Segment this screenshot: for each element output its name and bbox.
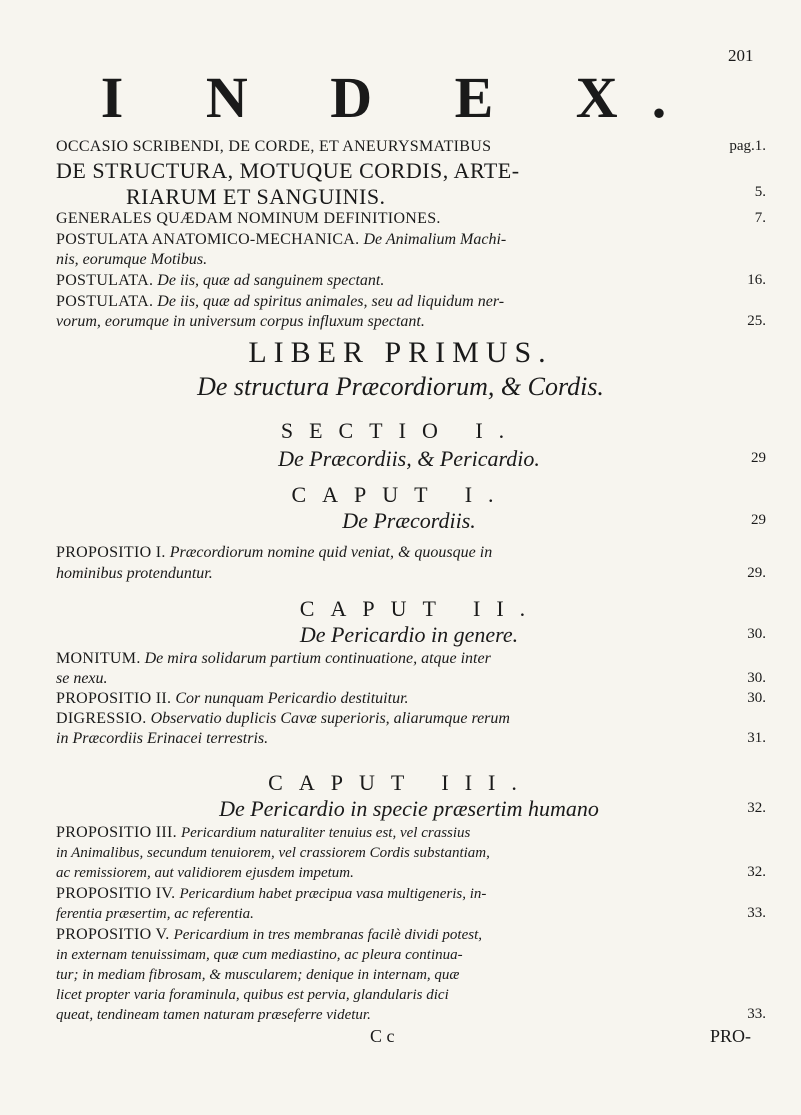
caput-heading: CAPUT III. [268,770,533,795]
caput-entry [56,622,766,648]
index-entry [56,885,762,903]
index-entry [56,1006,766,1024]
page-ref: 31. [747,730,766,746]
page-title: I N D E X. [100,65,701,130]
liber-heading: LIBER PRIMUS. [248,336,553,369]
index-entry [56,138,766,156]
entry-text: in Animalibus, secundum tenuiorem, vel crassiorem Cordis substantiam, [56,845,490,861]
index-entry [56,710,762,728]
page-ref: 33. [747,905,766,921]
index-entry [56,650,762,668]
caput-entry [56,508,766,534]
entry-lead: PROPOSITIO III. [56,824,177,841]
index-entry [56,864,766,882]
entry-text: nis, eorumque Motibus. [56,251,208,268]
sectio-subtitle: De Præcordiis, & Pericardio. [278,446,540,471]
entry-lead: MONITUM. [56,650,141,667]
entry-text: in Præcordiis Erinacei terrestris. [56,730,269,747]
entry-lead: POSTULATA ANATOMICO-MECHANICA. [56,231,360,248]
entry-lead: OCCASIO SCRIBENDI, DE CORDE, ET ANEURYSMATIBUS [56,138,492,155]
entry-text: se nexu. [56,670,108,687]
index-entry [56,690,766,708]
index-entry [56,158,762,184]
page-ref: 30. [747,626,766,642]
index-entry [56,272,766,290]
entry-lead: DIGRESSIO. [56,710,147,727]
entry-text: De iis, quæ ad sanguinem spectant. [157,272,385,289]
entry-lead: GENERALES QUÆDAM NOMINUM DEFINITIONES. [56,210,441,227]
entry-text: licet propter varia foraminula, quibus est pervia, glandularis dici [56,987,449,1003]
index-entry [56,251,762,269]
caput-heading: CAPUT II. [299,596,542,621]
entry-text: De mira solidarum partium continuatione, atque inter [144,650,491,667]
caput-subtitle: De Præcordiis. [342,508,476,533]
page-ref: 29. [747,565,766,581]
entry-lead: PROPOSITIO IV. [56,885,176,902]
entry-text: Pericardium in tres membranas facilè dividi potest, [173,927,483,943]
page-ref: 7. [754,210,766,226]
index-entry [56,986,762,1004]
entry-text: queat, tendineam tamen naturam præseferre videtur. [56,1007,371,1023]
entry-text: Pericardium naturaliter tenuius est, vel crassius [180,825,471,841]
index-entry [56,184,766,210]
caput-entry [56,796,766,822]
page-ref: 5. [754,184,766,200]
liber-subtitle: De structura Præcordiorum, & Cordis. [197,372,604,401]
page-ref: 16. [747,272,766,288]
entry-text: Pericardium habet præcipua vasa multigeneris, in- [179,886,487,902]
index-entry [56,926,762,944]
page-ref: 29 [751,512,766,528]
index-entry [56,966,762,984]
index-entry [56,565,766,583]
entry-text: in externam tenuissimam, quæ cum mediastino, ac pleura continua- [56,947,463,963]
index-entry [56,905,766,923]
entry-lead: POSTULATA. [56,272,154,289]
index-entry [56,844,762,862]
entry-text: tur; in mediam fibrosam, & muscularem; denique in internam, quæ [56,967,460,983]
page-ref: 33. [747,1006,766,1022]
caput-heading: CAPUT I. [291,482,510,507]
entry-text: De Animalium Machi- [363,231,507,248]
page-ref: 30. [747,670,766,686]
index-entry [56,730,766,748]
entry-text: vorum, eorumque in universum corpus influxum spectant. [56,313,425,330]
page-ref: 32. [747,864,766,880]
entry-text: hominibus protenduntur. [56,565,213,582]
page-ref: 30. [747,690,766,706]
entry-lead: PROPOSITIO V. [56,926,170,943]
folio-number: 201 [728,46,754,65]
index-entry [56,670,766,688]
index-entry [56,544,762,562]
catchword: PRO- [710,1026,752,1046]
entry-text: ferentia præsertim, ac referentia. [56,906,254,922]
index-entry [56,293,762,311]
entry-text: Observatio duplicis Cavæ superioris, aliarumque rerum [150,710,510,727]
index-entry [56,210,766,228]
index-entry [56,946,762,964]
entry-lead: PROPOSITIO I. [56,544,166,561]
entry-lead: RIARUM ET SANGUINIS. [126,184,386,209]
entry-text: Præcordiorum nomine quid veniat, & quousque in [169,544,493,561]
page-ref: 25. [747,313,766,329]
entry-text: Cor nunquam Pericardio destituitur. [175,690,409,707]
entry-lead: DE STRUCTURA, MOTUQUE CORDIS, ARTE- [56,158,520,183]
page-ref: 32. [747,800,766,816]
index-entry [56,313,766,331]
page-ref: pag.1. [729,138,766,154]
index-entry [56,231,762,249]
entry-lead: POSTULATA. [56,293,154,310]
index-entry [56,824,762,842]
sectio-entry [56,446,766,472]
sectio-heading: SECTIO I. [280,418,521,443]
entry-lead: PROPOSITIO II. [56,690,172,707]
caput-subtitle: De Pericardio in genere. [299,622,519,647]
caput-subtitle: De Pericardio in specie præsertim humano [219,796,599,821]
entry-text: De iis, quæ ad spiritus animales, seu ad liquidum ner- [157,293,505,310]
entry-text: ac remissiorem, aut validiorem ejusdem impetum. [56,865,354,881]
signature-mark: C c [370,1026,395,1046]
page-ref: 29 [751,450,766,466]
